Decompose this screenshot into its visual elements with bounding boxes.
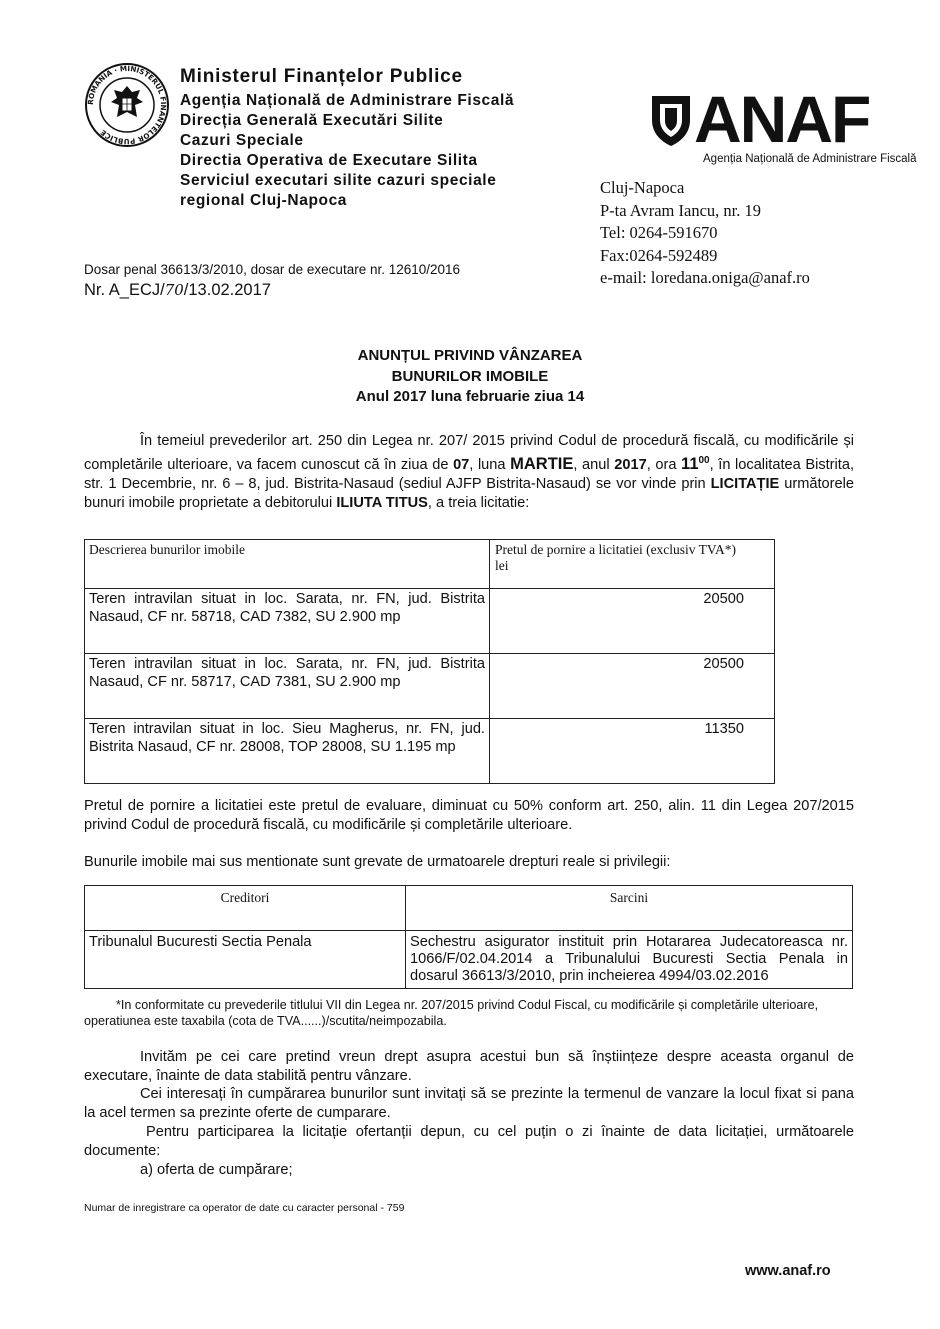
auction-hour: 11 [681, 454, 699, 473]
asset-price: 11350 [490, 719, 775, 784]
header-burdens: Sarcini [406, 886, 853, 931]
nr-handwritten: 70 [164, 281, 184, 299]
contact-fax: Fax:0264-592489 [600, 245, 718, 265]
creditor-name: Tribunalul Bucuresti Sectia Penala [85, 931, 406, 989]
header-line-directorate: Direcția Generală Executări Silite [180, 112, 444, 129]
case-file-reference: Dosar penal 36613/3/2010, dosar de executare nr. 12610/2016 [84, 262, 461, 277]
auction-month: MARTIE [510, 454, 574, 473]
asset-price: 20500 [490, 589, 775, 654]
table-row [85, 931, 853, 989]
contact-address: P-ta Avram Iancu, nr. 19 [600, 200, 761, 220]
header-start-price: Pretul de pornire a licitatiei (exclusiv TVA*) lei [490, 540, 775, 589]
table-row [85, 589, 775, 654]
contact-city: Cluj-Napoca [600, 178, 685, 197]
paragraph-buyers: Cei interesați în cumpărarea bunurilor sunt invitați să se prezinte la termenul de vanzare la locul fixat si pana la acel termen sa prezinte oferte de cumparare. [84, 1086, 854, 1121]
list-item-offer: a) oferta de cumpărare; [140, 1162, 293, 1178]
asset-description: Teren intravilan situat in loc. Sieu Magherus, nr. FN, jud. Bistrita Nasaud, CF nr. 28008, TOP 28008, SU 1.195 mp [85, 719, 490, 784]
asset-description: Teren intravilan situat in loc. Sarata, nr. FN, jud. Bistrita Nasaud, CF nr. 58718, CAD 7382, SU 2.900 mp [85, 589, 490, 654]
auction-day: 07 [453, 456, 470, 473]
header-description: Descrierea bunurilor imobile [85, 540, 490, 589]
contact-tel: Tel: 0264-591670 [600, 223, 718, 242]
data-operator-registration: Numar de inregistrare ca operator de date cu caracter personal - 759 [84, 1202, 405, 1214]
header-line-agency: Agenția Națională de Administrare Fiscală [180, 92, 515, 109]
contact-block [600, 177, 810, 290]
seal-text: ROMANIA · MINISTERUL FINANTELOR PUBLICE [85, 63, 169, 147]
auction-year: 2017 [614, 456, 647, 473]
registration-number [84, 281, 271, 300]
anaf-shield-icon [650, 94, 692, 148]
header-line-operative: Directia Operativa de Executare Silita [180, 152, 478, 169]
title-line-1: ANUNȚUL PRIVIND VÂNZAREA [357, 347, 583, 364]
header-creditors: Creditori [85, 886, 406, 931]
auction-minutes: 00 [698, 455, 710, 466]
licitatie-word: LICITAȚIE [710, 475, 780, 492]
creditors-table [84, 885, 853, 989]
asset-price: 20500 [490, 654, 775, 719]
anaf-logo-subtitle: Agenția Națională de Administrare Fiscală [703, 153, 917, 165]
paragraph-invitation: Invităm pe cei care pretind vreun drept asupra acestui bun să înștiințeze despre aceasta organul de executare, înainte de data stabilită pentru vânzare. [84, 1049, 854, 1084]
ministry-name: Ministerul Finanțelor Publice [180, 66, 463, 87]
paragraph-participation: Pentru participarea la licitație ofertanții depun, cu cel puțin o zi înainte de data licitației, următoarele documente: [84, 1124, 854, 1159]
header-line-regional: regional Cluj-Napoca [180, 192, 348, 209]
header-line-special-cases: Cazuri Speciale [180, 132, 304, 149]
institution-header [180, 66, 514, 211]
asset-description: Teren intravilan situat in loc. Sarata, nr. FN, jud. Bistrita Nasaud, CF nr. 58717, CAD 7381, SU 2.900 mp [85, 654, 490, 719]
debtor-name: ILIUTA TITUS [336, 494, 428, 511]
nr-prefix: Nr. A_ECJ/ [84, 281, 165, 299]
intro-paragraph: În temeiul prevederilor art. 250 din Legea nr. 207/ 2015 privind Codul de procedură fiscală, cu modificările și completările ulterioare, va facem cunoscut că în ziua de 07, luna MARTIE, anul 2017, ora $11^{00}$, în localitatea Bistrita, str. 1 Decembrie, nr. 6 – 8, jud. Bistrita-Nasaud (sediul AJFP Bistrita-Nasaud) se vor vinde prin LICITAȚIE următorele bunuri imobile proprietate a debitorului ILIUTA TITUS, a treia licitatie: [84, 433, 854, 511]
table-row [85, 719, 775, 784]
assets-table [84, 539, 775, 784]
vat-footnote: *In conformitate cu prevederile titlului VII din Legea nr. 207/2015 privind Codul Fiscal, cu modificările și completările ulterioare, operatiunea este taxabila (cota de TVA......)/scutita/neimpozabila. [84, 998, 819, 1028]
encumbrances-intro: Bunurile imobile mai sus mentionate sunt grevate de urmatoarele drepturi reale si privilegii: [84, 854, 671, 870]
title-line-2: BUNURILOR IMOBILE [391, 368, 549, 385]
burden-description: Sechestru asigurator instituit prin Hotararea Judecatoreasca nr. 1066/F/02.04.2014 a Tribunalului Bucuresti Sectia Penala in dosarul 36613/3/2010, prin incheierea 4994/03.02.2016 [406, 931, 853, 989]
table-row [85, 654, 775, 719]
title-line-3: Anul 2017 luna februarie ziua 14 [355, 388, 585, 405]
anaf-logo-text: ANAF [694, 82, 870, 156]
nr-suffix: /13.02.2017 [183, 281, 271, 299]
price-note: Pretul de pornire a licitatiei este pretul de evaluare, diminuat cu 50% conform art. 250, alin. 11 din Legea 207/2015 privind Codul de procedură fiscală, cu modificările și completările ulterioare. [84, 798, 854, 833]
ministry-seal [84, 62, 170, 148]
header-line-service: Serviciul executari silite cazuri speciale [180, 172, 497, 189]
assets-table-header [85, 540, 775, 589]
contact-email: e-mail: loredana.oniga@anaf.ro [600, 268, 810, 287]
website-link[interactable]: www.anaf.ro [745, 1263, 831, 1279]
creditors-table-header [85, 886, 853, 931]
